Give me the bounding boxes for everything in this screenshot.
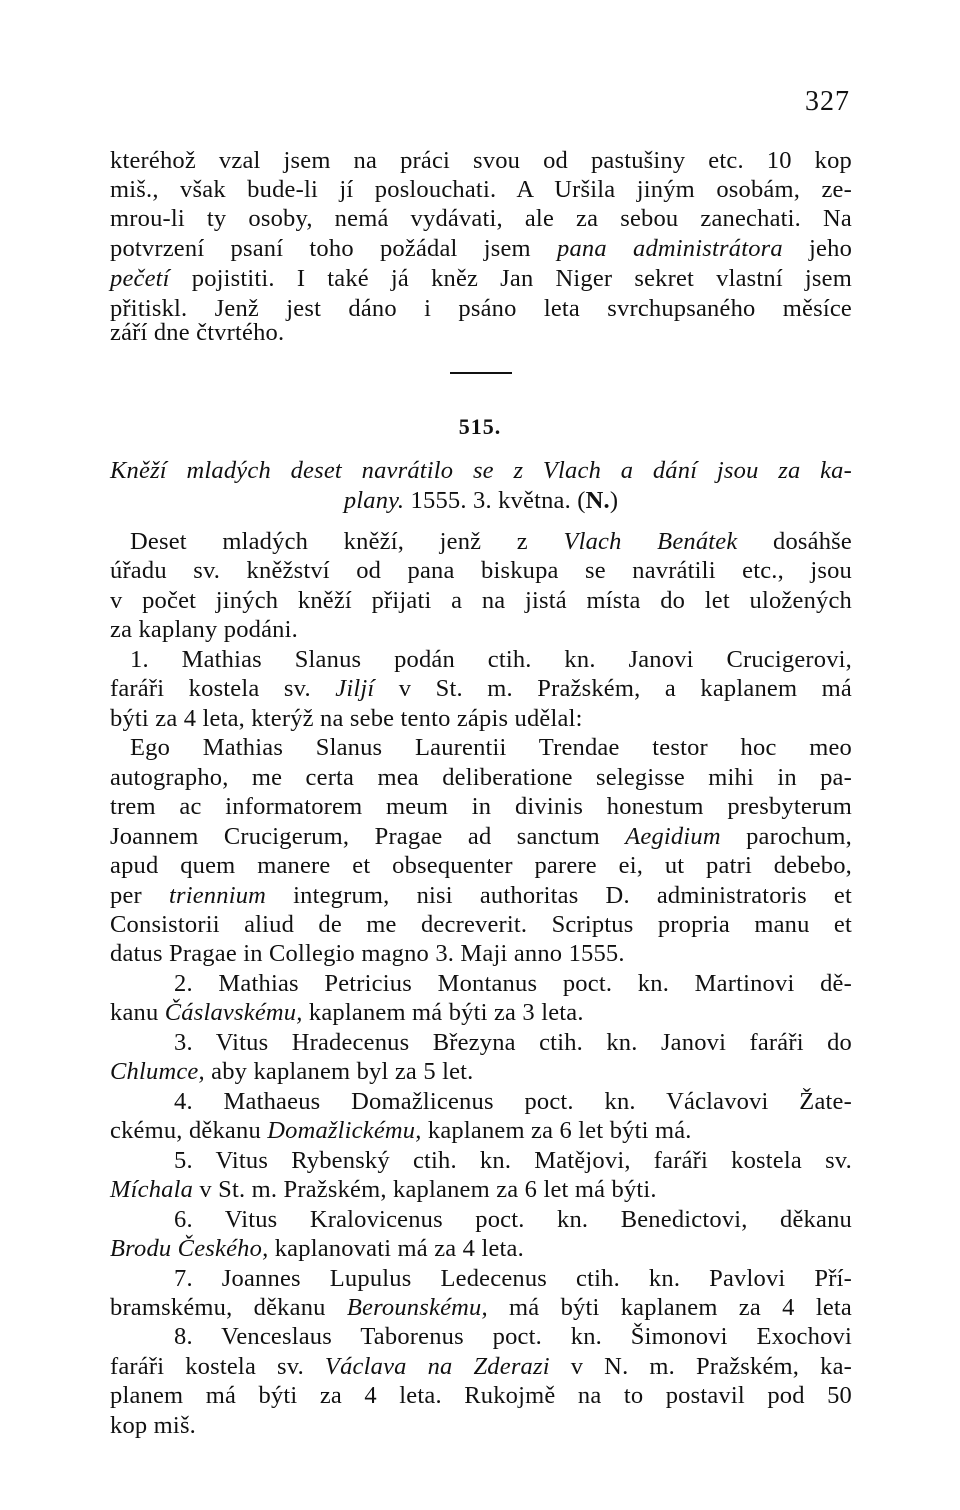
- italic-text: Čáslavskému,: [164, 999, 303, 1027]
- heading-line: plany. 1555. 3. května. (N.): [343, 487, 619, 514]
- italic-text: Aegidium: [625, 822, 721, 850]
- italic-text: triennium: [168, 881, 267, 909]
- text-line: miš., však bude-li jí poslouchati. A Uršila jiným osobám, ze-: [110, 176, 852, 203]
- text-line: úřadu sv. kněžství od pana biskupa se navrátili etc., jsou: [110, 557, 852, 585]
- text-line: Brodu Českého, kaplanovati má za 4 leta.: [110, 1235, 524, 1263]
- italic-text: Kněží mladých deset navrátilo se z Vlach a dání jsou za ka-: [110, 457, 852, 484]
- italic-text: plany.: [343, 487, 405, 514]
- text-line: Ego Mathias Slanus Laurentii Trendae testor hoc meo: [130, 734, 852, 762]
- page-number: 327: [805, 86, 850, 117]
- text-line: faráři kostela sv. Jiljí v St. m. Pražském, a kaplanem má: [110, 675, 852, 703]
- text-line: kanu Čáslavskému, kaplanem má býti za 3 leta.: [110, 999, 584, 1027]
- text-line: kteréhož vzal jsem na práci svou od pastušiny etc. 10 kop: [110, 147, 852, 174]
- text-line: per triennium integrum, nisi authoritas D. administratoris et: [110, 881, 852, 909]
- text-line: potvrzení psaní toho požádal jsem pana administrátora jeho: [110, 235, 853, 262]
- text-line: za kaplany podáni.: [110, 616, 298, 644]
- text-line: 1. Mathias Slanus podán ctih. kn. Janovi Crucigerovi,: [130, 645, 852, 673]
- italic-text: Jiljí: [335, 675, 375, 703]
- text-line: přitiskl. Jenž jest dáno i psáno leta svrchupsaného měsíce: [110, 295, 852, 322]
- italic-text: Vlach Benátek: [563, 528, 738, 555]
- italic-text: pečetí: [110, 265, 170, 292]
- italic-text: Míchala: [110, 1176, 194, 1204]
- text-line: datus Pragae in Collegio magno 3. Maji anno 1555.: [110, 940, 625, 968]
- italic-text: Chlumce,: [110, 1058, 205, 1086]
- text-line: 2. Mathias Petricius Montanus poct. kn. Martinovi dě-: [174, 969, 852, 997]
- text-line: faráři kostela sv. Václava na Zderazi v N. m. Pražském, ka-: [110, 1352, 853, 1380]
- italic-text: Berounskému,: [346, 1293, 488, 1321]
- italic-text: Václava na Zderazi: [324, 1352, 550, 1380]
- text-line: Deset mladých kněží, jenž z Vlach Benátek dosáhše: [130, 528, 852, 555]
- text-line: bramskému, děkanu Berounskému, má býti kaplanem za 4 leta: [110, 1293, 853, 1321]
- text-line: autographo, me certa mea deliberatione selegisse mihi in pa-: [110, 763, 852, 791]
- text-line: 7. Joannes Lupulus Ledecenus ctih. kn. Pavlovi Pří-: [174, 1264, 852, 1292]
- section-number: 515.: [458, 414, 502, 439]
- italic-text: Domažlickému,: [267, 1117, 422, 1145]
- italic-text: Brodu Českého,: [110, 1235, 269, 1263]
- bold-text: N.: [585, 487, 610, 514]
- italic-text: pana administrátora: [557, 235, 783, 262]
- text-line: býti za 4 leta, kterýž na sebe tento zápis udělal:: [110, 704, 583, 732]
- text-line: září dne čtvrtého.: [110, 319, 285, 346]
- text-line: planem má býti za 4 leta. Rukojmě na to postavil pod 50: [110, 1382, 852, 1410]
- text-line: Joannem Crucigerum, Pragae ad sanctum Aegidium parochum,: [110, 822, 852, 850]
- text-line: mrou-li ty osoby, nemá vydávati, ale za sebou zanechati. Na: [110, 205, 852, 232]
- text-line: ckému, děkanu Domažlickému, kaplanem za 6 let býti má.: [110, 1117, 692, 1145]
- text-line: v počet jiných kněží přijati a na jistá místa do let uložených: [110, 586, 852, 614]
- text-line: 4. Mathaeus Domažlicenus poct. kn. Václavovi Žate-: [174, 1087, 852, 1115]
- text-line: 3. Vitus Hradecenus Březyna ctih. kn. Janovi faráři do: [174, 1028, 852, 1056]
- text-line: 8. Venceslaus Taborenus poct. kn. Šimonovi Exochovi: [174, 1323, 852, 1351]
- text-line: Míchala v St. m. Pražském, kaplanem za 6 let má býti.: [110, 1176, 657, 1204]
- text-line: Chlumce, aby kaplanem byl za 5 let.: [110, 1058, 474, 1086]
- heading-line: [110, 456, 852, 486]
- text-line: 6. Vitus Kralovicenus poct. kn. Benedictovi, děkanu: [174, 1205, 852, 1233]
- section-divider: [450, 372, 512, 374]
- text-line: Consistorii aliud de me decreverit. Scriptus propria manu et: [110, 910, 852, 938]
- text-line: 5. Vitus Rybenský ctih. kn. Matějovi, faráři kostela sv.: [174, 1146, 852, 1174]
- text-line: pečetí pojistiti. I také já kněz Jan Niger sekret vlastní jsem: [110, 265, 852, 292]
- text-line: apud quem manere et obsequenter parere ei, ut patri debebo,: [110, 852, 852, 880]
- text-line: trem ac informatorem meum in divinis honestum presbyterum: [110, 793, 852, 821]
- text-line: kop miš.: [110, 1411, 196, 1439]
